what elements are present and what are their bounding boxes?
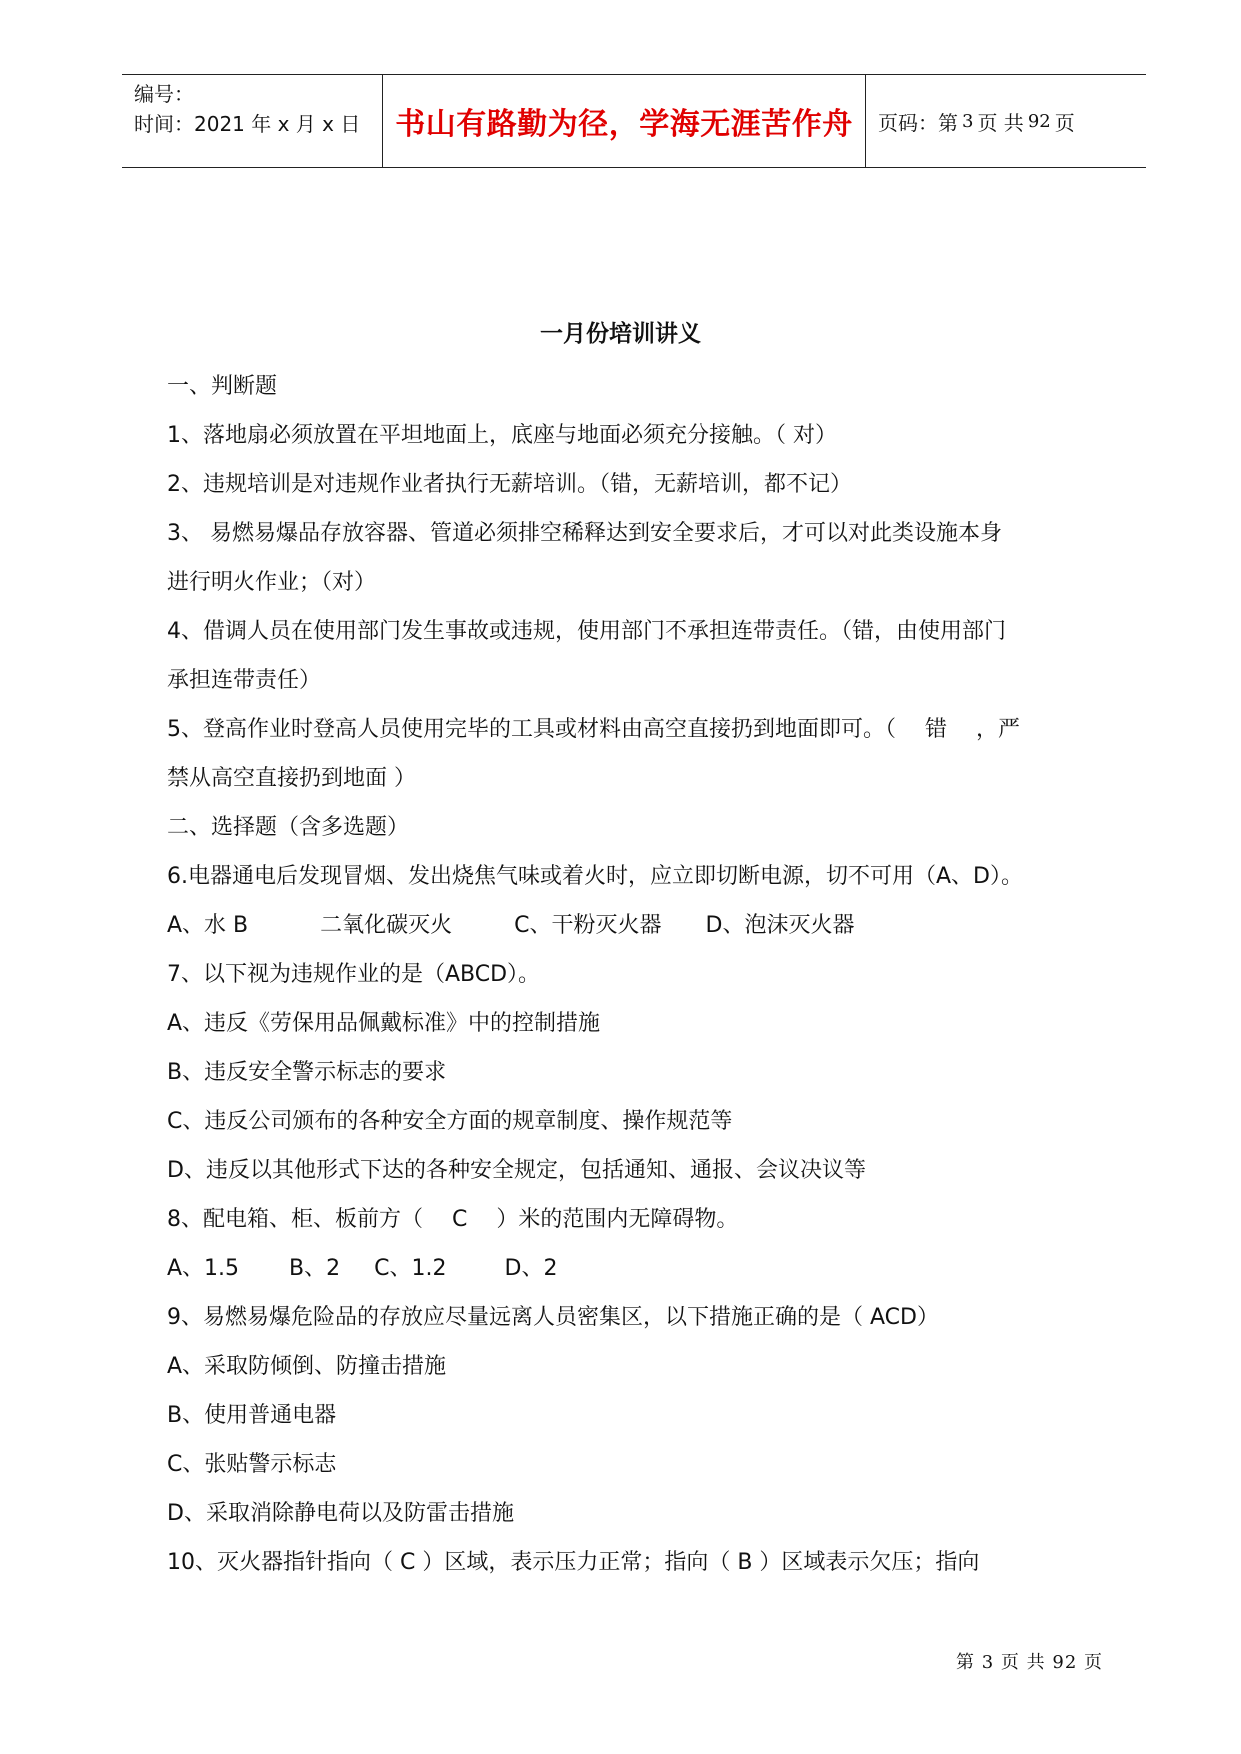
text-line: 4、借调人员在使用部门发生事故或违规，使用部门不承担连带责任。（错，由使用部门	[167, 619, 1006, 644]
text-line: B、使用普通电器	[167, 1403, 337, 1428]
answer-option: C、干粉灭火器	[514, 913, 662, 938]
text-line: 9、易燃易爆危险品的存放应尽量远离人员密集区，以下措施正确的是（ ACD）	[167, 1305, 939, 1330]
text-line: 1、落地扇必须放置在平坦地面上，底座与地面必须充分接触。（ 对）	[167, 423, 837, 448]
page-footer: 第 3 页 共 92 页	[956, 1652, 1103, 1673]
text-line: 3、 易燃易爆品存放容器、管道必须排空稀释达到安全要求后，才可以对此类设施本身	[167, 521, 1002, 546]
text-line: 8、配电箱、柜、板前方（ C ）米的范围内无障碍物。	[167, 1207, 739, 1232]
question-6-options	[167, 901, 1102, 950]
document-body	[167, 362, 1102, 1587]
answer-option: A、1.5	[167, 1256, 240, 1281]
answer-option: 二氧化碳灭火	[320, 913, 453, 938]
answer-option: D、2	[504, 1256, 558, 1281]
text-line: 7、以下视为违规作业的是（ABCD）。	[167, 962, 541, 987]
text-line: 禁从高空直接扔到地面 ）	[167, 766, 416, 791]
page-suffix: 页	[1054, 110, 1075, 135]
answer-option: A、水 B	[167, 913, 249, 938]
text-line: 一、判断题	[167, 374, 278, 399]
page-total: 92	[1027, 110, 1051, 132]
text-line: C、张贴警示标志	[167, 1452, 337, 1477]
text-line: D、采取消除静电荷以及防雷击措施	[167, 1501, 514, 1526]
text-line: A、违反《劳保用品佩戴标准》中的控制措施	[167, 1011, 601, 1036]
text-line: A、采取防倾倒、防撞击措施	[167, 1354, 447, 1379]
serial-number-label: 编号：	[134, 82, 194, 106]
header-meta	[122, 75, 382, 167]
document-title: 一月份培训讲义	[540, 321, 701, 347]
answer-option: B、2	[289, 1256, 341, 1281]
text-line: 进行明火作业；（对）	[167, 570, 377, 595]
text-line: 5、登高作业时登高人员使用完毕的工具或材料由高空直接扔到地面即可。（ 错 ，严	[167, 717, 1020, 742]
page-current: 3	[962, 110, 974, 132]
text-line: 6.电器通电后发现冒烟、发出烧焦气味或着火时，应立即切断电源，切不可用（A、D）。	[167, 864, 1023, 889]
text-line: B、违反安全警示标志的要求	[167, 1060, 447, 1085]
page-header	[122, 74, 1146, 168]
header-motto: 书山有路勤为径，学海无涯苦作舟	[382, 75, 866, 167]
question-8-options	[167, 1244, 1102, 1293]
text-line: 10、灭火器指针指向（ C ）区域，表示压力正常；指向（ B ）区域表示欠压；指向	[167, 1550, 980, 1575]
text-line: 2、违规培训是对违规作业者执行无薪培训。（错，无薪培训，都不记）	[167, 472, 852, 497]
text-line: D、违反以其他形式下达的各种安全规定，包括通知、通报、会议决议等	[167, 1158, 866, 1183]
text-line: C、违反公司颁布的各种安全方面的规章制度、操作规范等	[167, 1109, 733, 1134]
header-page-info	[866, 75, 1146, 167]
page-mid: 页 共	[977, 110, 1024, 135]
text-line: 承担连带责任）	[167, 668, 322, 693]
text-line: 二、选择题（含多选题）	[167, 815, 410, 840]
page-prefix: 页码：第	[878, 110, 958, 135]
answer-option: D、泡沫灭火器	[705, 913, 855, 938]
answer-option: C、1.2	[374, 1256, 447, 1281]
date-label: 时间：2021 年 x 月 x 日	[134, 112, 361, 136]
